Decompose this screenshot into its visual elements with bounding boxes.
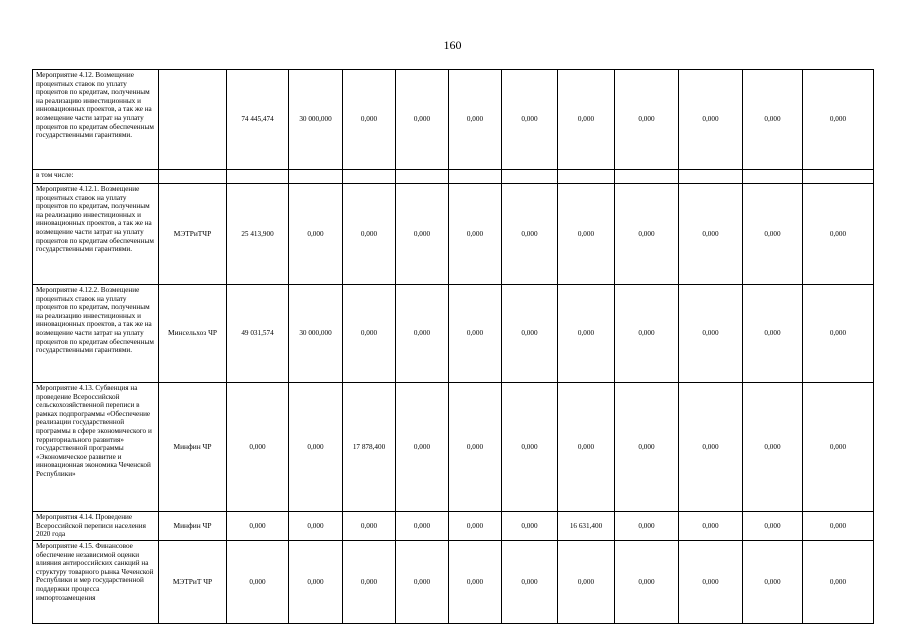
amount-cell: 0,000 [679,285,743,383]
amount-cell [803,170,874,184]
table-row [33,170,874,184]
amount-cell: 0,000 [615,383,679,512]
amount-cell: 0,000 [449,541,502,624]
amount-cell: 0,000 [803,285,874,383]
amount-cell [289,170,343,184]
amount-cell: 0,000 [396,285,449,383]
activity-description-cell: Мероприятия 4.14. Проведение Всероссийской переписи населения 2020 года [33,512,159,541]
amount-cell: 0,000 [743,512,803,541]
amount-cell: 0,000 [502,541,558,624]
amount-cell: 0,000 [343,512,396,541]
amount-cell: 0,000 [343,184,396,285]
table-row [33,541,874,624]
amount-cell: 30 000,000 [289,70,343,170]
page-number: 160 [443,38,462,52]
amount-cell: 0,000 [449,285,502,383]
amount-cell [396,170,449,184]
amount-cell: 0,000 [803,541,874,624]
activity-description-cell: Мероприятие 4.12.2. Возмещение процентных ставок на уплату процентов по кредитам, полученным на реализацию инвестиционных и инновационных проектов, а так же на возмещение части затрат на уплату процентов по кредитам обеспеченным государственными гарантиями. [33,285,159,383]
amount-cell: 0,000 [743,285,803,383]
amount-cell: 0,000 [558,541,615,624]
amount-cell: 49 031,574 [227,285,289,383]
activity-description-cell: Мероприятие 4.12.1. Возмещение процентных ставок на уплату процентов по кредитам, полученным на реализацию инвестиционных и инновационных проектов, а так же на возмещение части затрат на уплату процентов по кредитам обеспеченным государственными гарантиями. [33,184,159,285]
amount-cell: 0,000 [227,512,289,541]
amount-cell: 0,000 [615,184,679,285]
amount-cell [615,170,679,184]
amount-cell: 0,000 [558,184,615,285]
amount-cell: 0,000 [558,383,615,512]
budget-table [32,69,874,624]
amount-cell: 0,000 [803,184,874,285]
amount-cell: 0,000 [502,70,558,170]
amount-cell: 0,000 [615,70,679,170]
amount-cell: 74 445,474 [227,70,289,170]
amount-cell: 0,000 [396,512,449,541]
amount-cell [227,170,289,184]
amount-cell: 0,000 [502,285,558,383]
amount-cell: 0,000 [679,70,743,170]
amount-cell: 0,000 [449,70,502,170]
amount-cell: 17 878,400 [343,383,396,512]
amount-cell [743,170,803,184]
activity-description-cell: Мероприятие 4.12. Возмещение процентных ставок по уплату процентов по кредитам, полученным на реализацию инвестиционных и инновационных проектов, а так же на возмещение части затрат на уплату процентов по кредитам обеспеченным государственными гарантиями. [33,70,159,170]
amount-cell: 0,000 [679,541,743,624]
amount-cell: 0,000 [289,512,343,541]
amount-cell: 0,000 [449,383,502,512]
table-row [33,285,874,383]
activity-description-cell: в том числе: [33,170,159,184]
amount-cell: 0,000 [396,541,449,624]
amount-cell: 0,000 [803,383,874,512]
amount-cell: 0,000 [803,512,874,541]
amount-cell: 0,000 [743,541,803,624]
amount-cell: 0,000 [396,383,449,512]
amount-cell: 0,000 [449,512,502,541]
amount-cell: 0,000 [558,285,615,383]
amount-cell: 0,000 [615,541,679,624]
table-row [33,70,874,170]
executor-cell [159,70,227,170]
amount-cell: 0,000 [743,383,803,512]
amount-cell: 0,000 [343,70,396,170]
amount-cell: 30 000,000 [289,285,343,383]
amount-cell [502,170,558,184]
amount-cell: 0,000 [679,512,743,541]
amount-cell: 0,000 [502,383,558,512]
amount-cell: 16 631,400 [558,512,615,541]
amount-cell: 0,000 [396,70,449,170]
amount-cell: 0,000 [227,541,289,624]
amount-cell: 0,000 [743,184,803,285]
table-row [33,383,874,512]
amount-cell: 0,000 [227,383,289,512]
amount-cell: 0,000 [343,285,396,383]
amount-cell: 0,000 [803,70,874,170]
amount-cell: 25 413,900 [227,184,289,285]
amount-cell: 0,000 [396,184,449,285]
executor-cell [159,170,227,184]
amount-cell: 0,000 [449,184,502,285]
executor-cell: Минфин ЧР [159,383,227,512]
amount-cell: 0,000 [502,512,558,541]
amount-cell: 0,000 [679,184,743,285]
amount-cell [449,170,502,184]
amount-cell [343,170,396,184]
amount-cell [558,170,615,184]
table-row [33,184,874,285]
amount-cell: 0,000 [343,541,396,624]
executor-cell: МЭТРиТЧР [159,184,227,285]
amount-cell: 0,000 [615,285,679,383]
activity-description-cell: Мероприятие 4.13. Субвенция на проведение Всероссийской сельскохозяйственной переписи в рамках подпрограммы «Обеспечение реализации государственной программы в сфере экономического и территориального развития» государственной программы «Экономическое развитие и инновационная экономика Чеченской Республики» [33,383,159,512]
amount-cell [679,170,743,184]
amount-cell: 0,000 [558,70,615,170]
activity-description-cell: Мероприятие 4.15. Финансовое обеспечение независимой оценки влияния антироссийских санкций на структуру товарного рынка Чеченской Республики и мер государственной поддержки процесса импортозамещения [33,541,159,624]
table-row [33,512,874,541]
executor-cell: Минсельхоз ЧР [159,285,227,383]
amount-cell: 0,000 [743,70,803,170]
executor-cell: Минфин ЧР [159,512,227,541]
amount-cell: 0,000 [615,512,679,541]
executor-cell: МЭТРиТ ЧР [159,541,227,624]
amount-cell: 0,000 [289,383,343,512]
amount-cell: 0,000 [502,184,558,285]
amount-cell: 0,000 [679,383,743,512]
amount-cell: 0,000 [289,541,343,624]
amount-cell: 0,000 [289,184,343,285]
